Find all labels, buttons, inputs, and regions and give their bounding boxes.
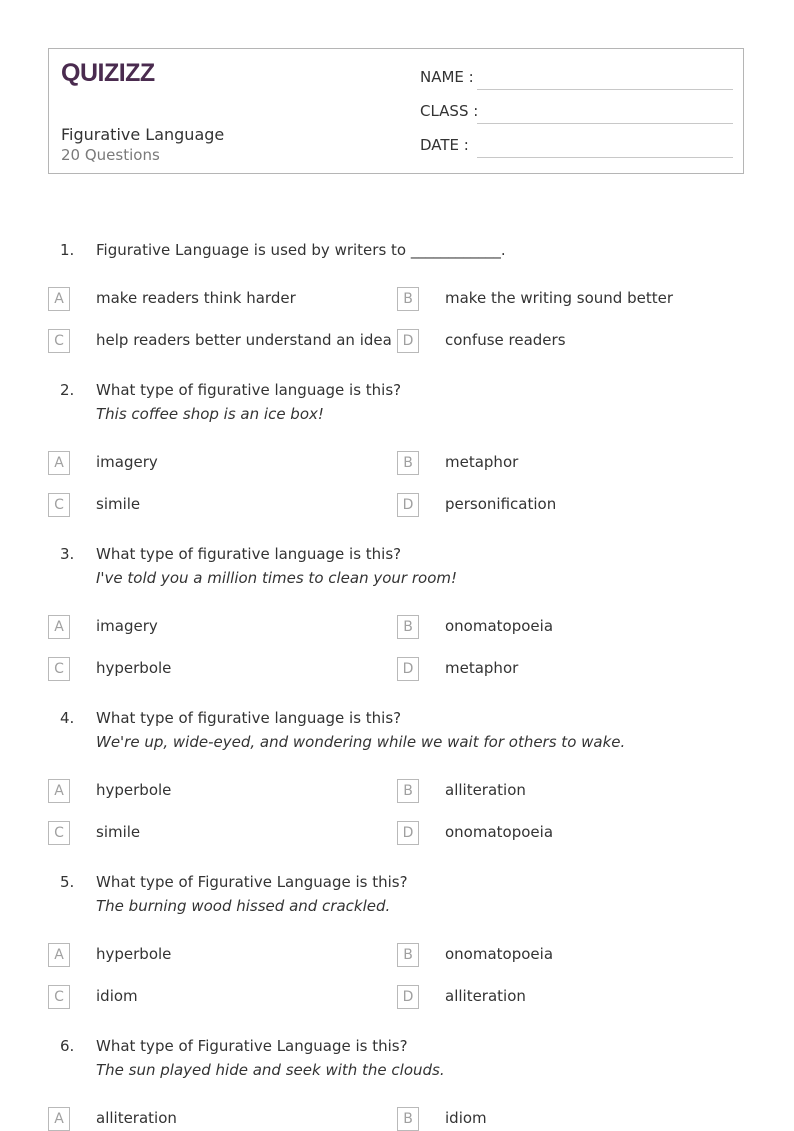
- name-label: NAME :: [420, 68, 474, 86]
- question-text: What type of figurative language is this?: [96, 381, 402, 399]
- option-d-text: onomatopoeia: [445, 823, 554, 841]
- option-c-checkbox[interactable]: C: [48, 657, 70, 681]
- option-b-text: idiom: [445, 1109, 487, 1127]
- option-b-checkbox[interactable]: B: [397, 451, 419, 475]
- option-a-checkbox[interactable]: A: [48, 615, 70, 639]
- class-label: CLASS :: [420, 102, 479, 120]
- name-line[interactable]: [477, 89, 733, 90]
- option-a-checkbox[interactable]: A: [48, 943, 70, 967]
- option-c-text: hyperbole: [96, 659, 172, 677]
- question-quote: We're up, wide-eyed, and wondering while we wait for others to wake.: [96, 733, 626, 751]
- question-quote: I've told you a million times to clean your room!: [96, 569, 458, 587]
- option-a-checkbox[interactable]: A: [48, 1107, 70, 1131]
- question-number: 1.: [60, 241, 75, 259]
- question-text: What type of Figurative Language is this?: [96, 1037, 408, 1055]
- option-d-text: confuse readers: [445, 331, 566, 349]
- option-b-text: make the writing sound better: [445, 289, 673, 307]
- question-text: What type of Figurative Language is this?: [96, 873, 408, 891]
- option-a-text: imagery: [96, 453, 158, 471]
- option-d-text: metaphor: [445, 659, 519, 677]
- option-c-text: simile: [96, 495, 141, 513]
- option-b-checkbox[interactable]: B: [397, 1107, 419, 1131]
- option-a-text: make readers think harder: [96, 289, 296, 307]
- question-number: 4.: [60, 709, 75, 727]
- option-b-checkbox[interactable]: B: [397, 615, 419, 639]
- option-c-checkbox[interactable]: C: [48, 329, 70, 353]
- date-label: DATE :: [420, 136, 469, 154]
- option-c-text: help readers better understand an idea: [96, 331, 392, 349]
- option-b-checkbox[interactable]: B: [397, 779, 419, 803]
- worksheet-title: Figurative Language: [61, 125, 225, 144]
- option-a-text: hyperbole: [96, 945, 172, 963]
- option-b-checkbox[interactable]: B: [397, 943, 419, 967]
- question-count: 20 Questions: [61, 146, 160, 164]
- question-number: 5.: [60, 873, 75, 891]
- option-b-checkbox[interactable]: B: [397, 287, 419, 311]
- question-number: 2.: [60, 381, 75, 399]
- option-c-text: simile: [96, 823, 141, 841]
- option-d-checkbox[interactable]: D: [397, 985, 419, 1009]
- option-d-checkbox[interactable]: D: [397, 657, 419, 681]
- option-c-text: idiom: [96, 987, 138, 1005]
- option-c-checkbox[interactable]: C: [48, 821, 70, 845]
- option-a-text: alliteration: [96, 1109, 177, 1127]
- option-c-checkbox[interactable]: C: [48, 985, 70, 1009]
- option-d-text: alliteration: [445, 987, 526, 1005]
- quizizz-logo: QUIZIZZ: [61, 59, 155, 87]
- option-a-text: imagery: [96, 617, 158, 635]
- question-quote: The burning wood hissed and crackled.: [96, 897, 391, 915]
- question-number: 6.: [60, 1037, 75, 1055]
- question-text: Figurative Language is used by writers to ____________.: [96, 241, 506, 259]
- option-c-checkbox[interactable]: C: [48, 493, 70, 517]
- option-b-text: alliteration: [445, 781, 526, 799]
- option-d-text: personification: [445, 495, 557, 513]
- question-text: What type of figurative language is this?: [96, 545, 402, 563]
- option-a-checkbox[interactable]: A: [48, 451, 70, 475]
- option-a-text: hyperbole: [96, 781, 172, 799]
- worksheet-header: [48, 48, 744, 174]
- option-b-text: metaphor: [445, 453, 519, 471]
- question-number: 3.: [60, 545, 75, 563]
- option-d-checkbox[interactable]: D: [397, 821, 419, 845]
- date-line[interactable]: [477, 157, 733, 158]
- question-quote: The sun played hide and seek with the clouds.: [96, 1061, 445, 1079]
- question-quote: This coffee shop is an ice box!: [96, 405, 324, 423]
- option-a-checkbox[interactable]: A: [48, 287, 70, 311]
- option-d-checkbox[interactable]: D: [397, 493, 419, 517]
- option-b-text: onomatopoeia: [445, 617, 554, 635]
- option-d-checkbox[interactable]: D: [397, 329, 419, 353]
- class-line[interactable]: [477, 123, 733, 124]
- question-text: What type of figurative language is this?: [96, 709, 402, 727]
- option-a-checkbox[interactable]: A: [48, 779, 70, 803]
- option-b-text: onomatopoeia: [445, 945, 554, 963]
